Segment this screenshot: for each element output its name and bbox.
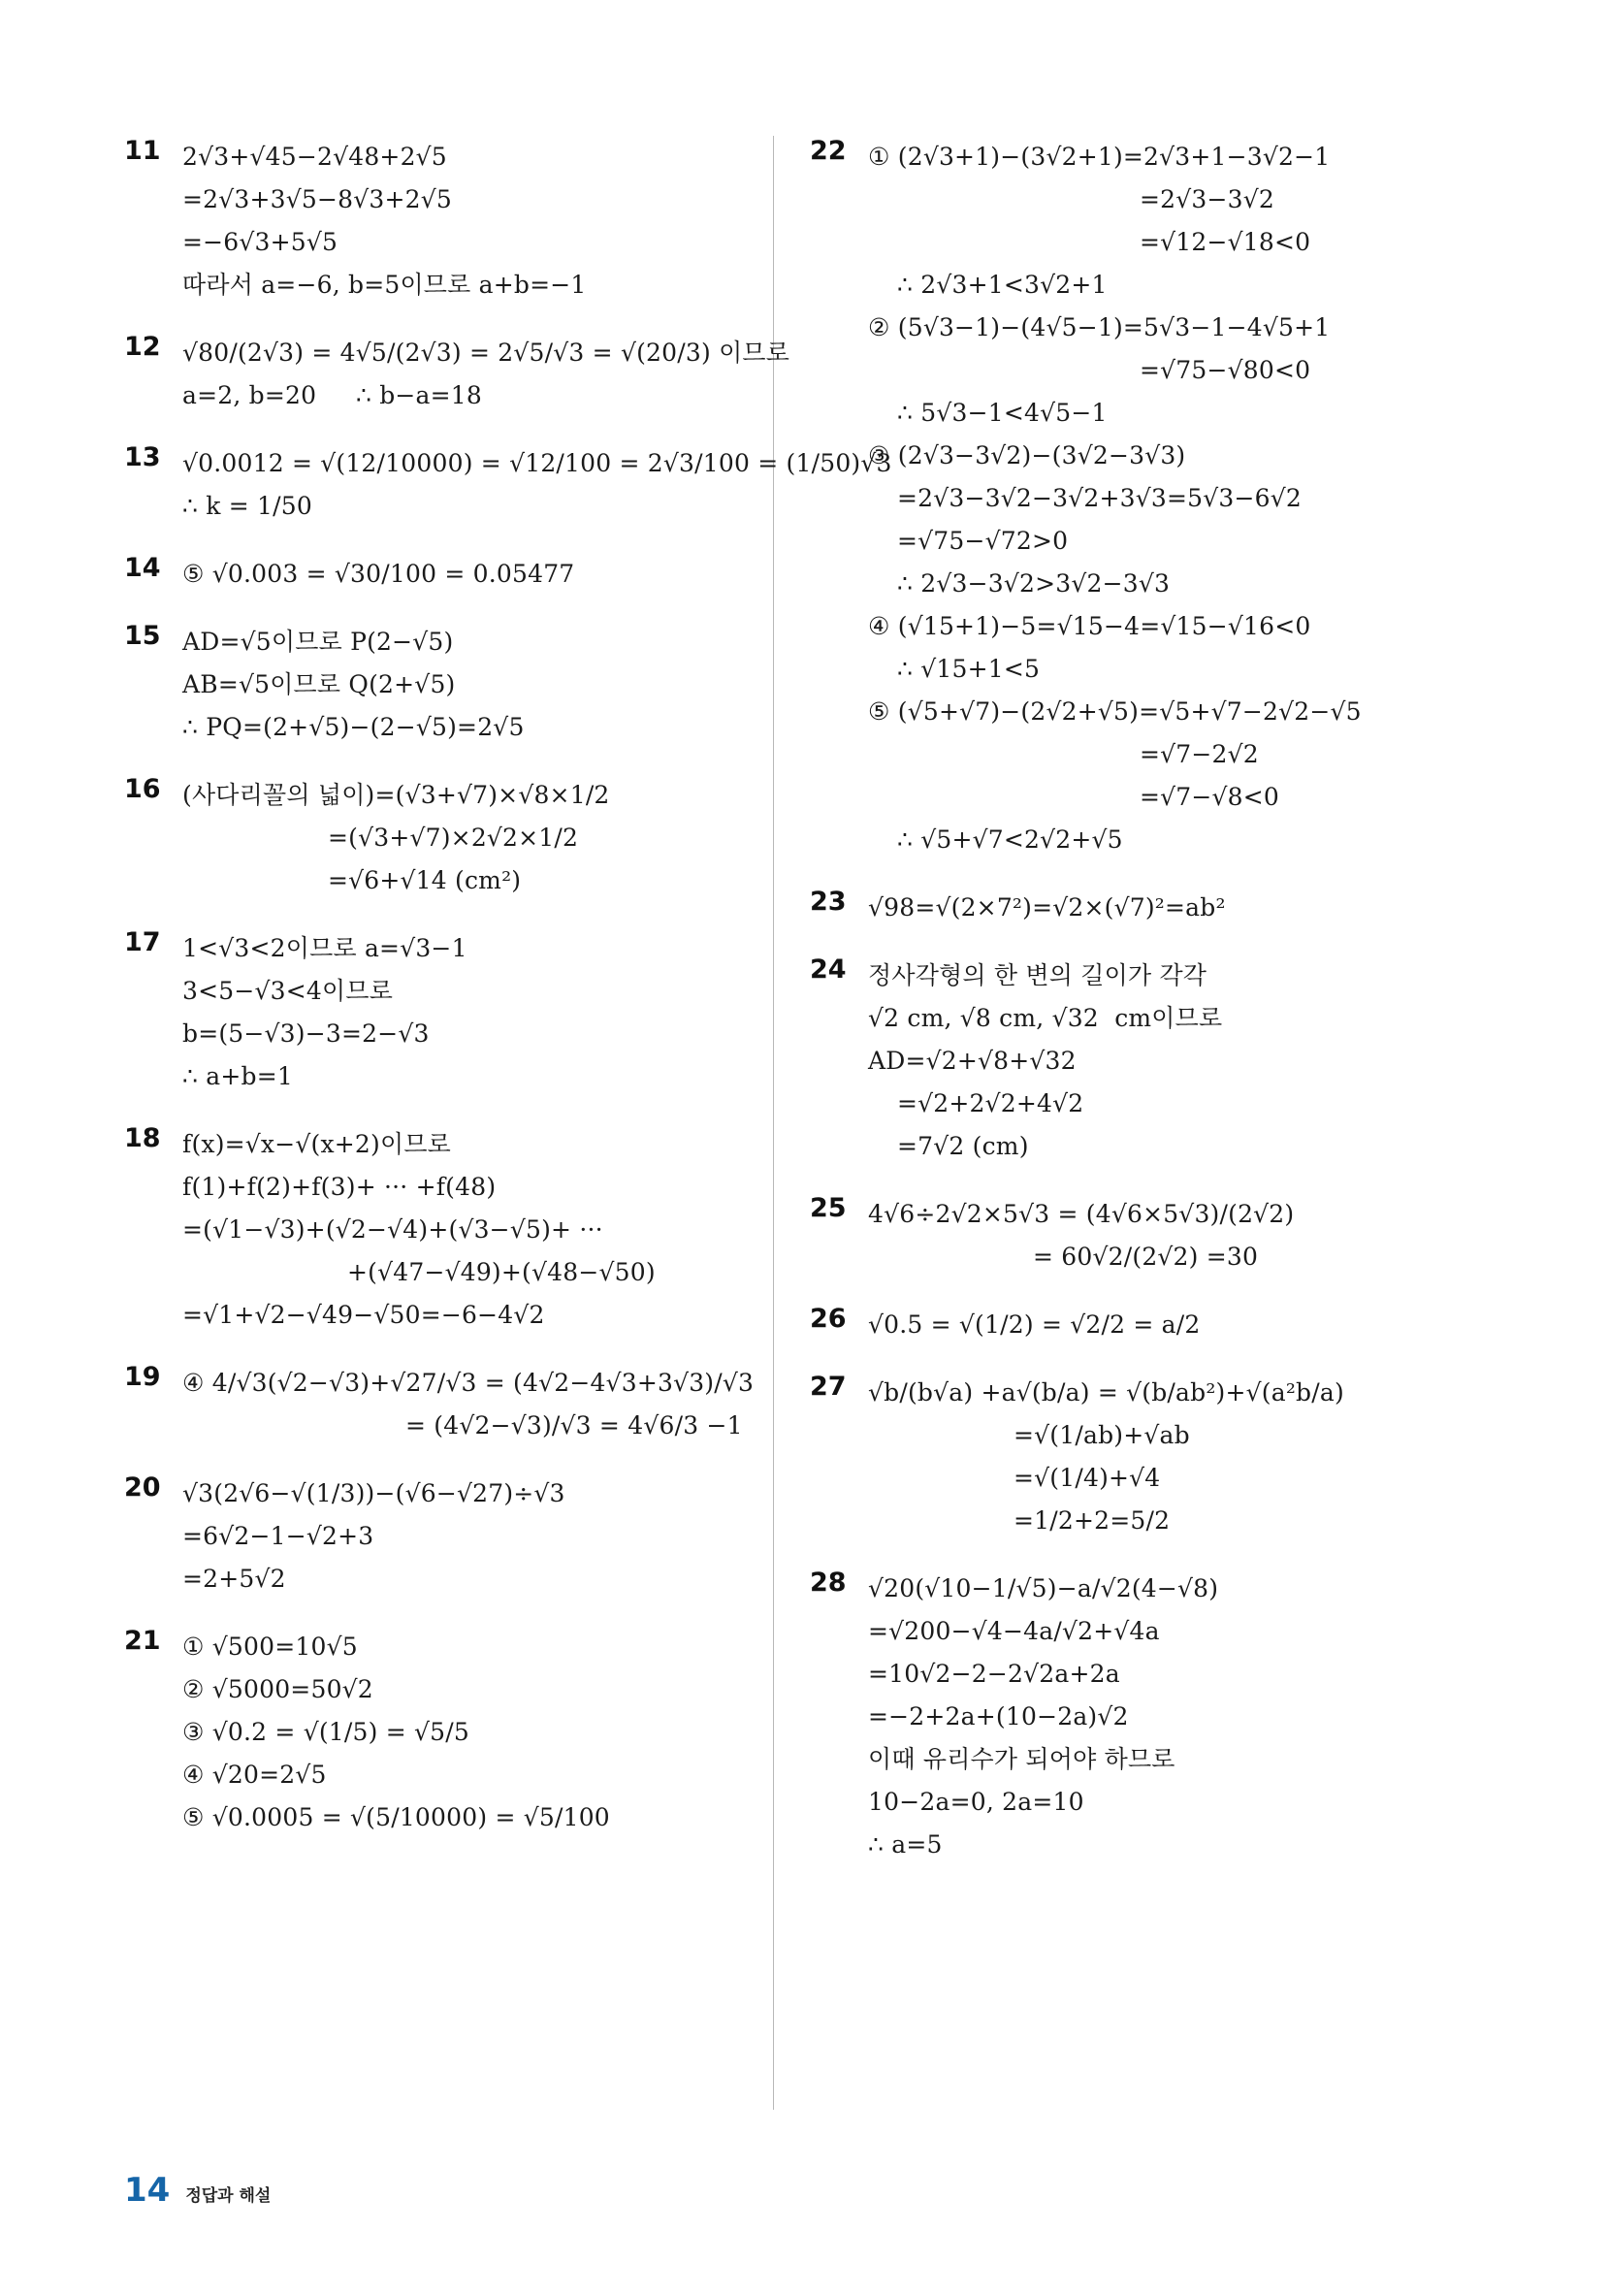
solution-line: =6√2−1−√2+3 [182, 1522, 374, 1550]
problem-15 [124, 621, 755, 749]
solution-line: ∴ a=5 [868, 1830, 943, 1859]
problem-16 [124, 774, 755, 902]
solution-line: = 60√2/(2√2) =30 [1033, 1243, 1259, 1271]
solution-line: +(√47−√49)+(√48−√50) [347, 1258, 656, 1286]
solution-line: AB=√5이므로 Q(2+√5) [182, 670, 456, 698]
problem-14 [124, 553, 755, 596]
problem-number: 12 [124, 332, 161, 362]
problem-number: 21 [124, 1626, 161, 1656]
solution-line: √0.5 = √(1/2) = √2/2 = a/2 [868, 1310, 1201, 1339]
solution-line: √80/(2√3) = 4√5/(2√3) = 2√5/√3 = √(20/3) 이므로 [182, 339, 790, 367]
solution-line: =2√3+3√5−8√3+2√5 [182, 185, 452, 213]
solution-line: AD=√2+√8+√32 [868, 1047, 1077, 1075]
footer-label: 정답과 해설 [185, 2186, 272, 2206]
solution-line: ① √500=10√5 [182, 1633, 358, 1661]
problem-12 [124, 332, 790, 417]
problem-22 [810, 136, 1508, 861]
problem-number: 25 [810, 1193, 847, 1223]
problem-19 [124, 1362, 755, 1447]
solution-line: =−2+2a+(10−2a)√2 [868, 1702, 1129, 1730]
solution-line: 10−2a=0, 2a=10 [868, 1788, 1084, 1816]
problem-number: 20 [124, 1472, 161, 1503]
solution-line: √2 cm, √8 cm, √32 cm이므로 [868, 1004, 1223, 1032]
solution-line: = (4√2−√3)/√3 = 4√6/3 −1 [405, 1411, 743, 1439]
solution-line: √3(2√6−√(1/3))−(√6−√27)÷√3 [182, 1479, 565, 1507]
problem-number: 18 [124, 1123, 161, 1153]
solution-line: =2+5√2 [182, 1565, 286, 1593]
solution-line: ∴ PQ=(2+√5)−(2−√5)=2√5 [182, 713, 525, 741]
solution-line: 이때 유리수가 되어야 하므로 [868, 1745, 1175, 1773]
problem-21 [124, 1626, 755, 1839]
solution-line: ⑤ (√5+√7)−(2√2+√5)=√5+√7−2√2−√5 [868, 697, 1362, 726]
solution-line: ② √5000=50√2 [182, 1675, 373, 1703]
problem-number: 14 [124, 553, 161, 583]
problem-number: 19 [124, 1362, 161, 1392]
problem-number: 17 [124, 927, 161, 957]
solution-line: =√1+√2−√49−√50=−6−4√2 [182, 1301, 545, 1329]
solution-line: a=2, b=20 ∴ b−a=18 [182, 381, 483, 409]
problem-18 [124, 1123, 755, 1337]
solution-line: ∴ a+b=1 [182, 1062, 293, 1090]
problem-28 [810, 1568, 1508, 1866]
solution-line: √0.0012 = √(12/10000) = √12/100 = 2√3/100 = (1/50)√3 [182, 449, 892, 477]
solution-line: ② (5√3−1)−(4√5−1)=5√3−1−4√5+1 [868, 313, 1331, 341]
solution-line: ⑤ √0.003 = √30/100 = 0.05477 [182, 560, 575, 588]
problem-number: 24 [810, 954, 847, 985]
solution-line: =√200−√4−4a/√2+√4a [868, 1617, 1160, 1645]
solution-line: √20(√10−1/√5)−a/√2(4−√8) [868, 1574, 1219, 1602]
problem-23 [810, 887, 1508, 929]
solution-line: ∴ 2√3+1<3√2+1 [897, 271, 1108, 299]
solution-line: =1/2+2=5/2 [1014, 1506, 1171, 1535]
solution-line: =√2+2√2+4√2 [897, 1089, 1084, 1117]
problem-25 [810, 1193, 1508, 1278]
solution-line: ④ √20=2√5 [182, 1761, 327, 1789]
solution-line: AD=√5이므로 P(2−√5) [182, 628, 454, 656]
problem-number: 22 [810, 136, 847, 166]
solution-line: =√7−√8<0 [1140, 783, 1280, 811]
problem-number: 26 [810, 1304, 847, 1334]
problem-number: 27 [810, 1372, 847, 1402]
solution-line: 1<√3<2이므로 a=√3−1 [182, 934, 467, 962]
solution-line: ∴ 2√3−3√2>3√2−3√3 [897, 569, 1171, 598]
solution-line: √98=√(2×7²)=√2×(√7)²=ab² [868, 893, 1226, 922]
solution-line: =√(1/4)+√4 [1014, 1464, 1161, 1492]
problem-number: 28 [810, 1568, 847, 1598]
problem-26 [810, 1304, 1508, 1346]
solution-line: =√(1/ab)+√ab [1014, 1421, 1190, 1449]
problem-13 [124, 442, 892, 528]
solution-line: 따라서 a=−6, b=5이므로 a+b=−1 [182, 271, 587, 299]
problem-11 [124, 136, 755, 307]
problem-number: 15 [124, 621, 161, 651]
solution-line: ④ (√15+1)−5=√15−4=√15−√16<0 [868, 612, 1311, 640]
solution-line: =√75−√72>0 [897, 527, 1069, 555]
problem-number: 13 [124, 442, 161, 472]
problem-20 [124, 1472, 755, 1601]
solution-line: =√75−√80<0 [1140, 356, 1311, 384]
page-number: 14 [124, 2171, 171, 2210]
problem-number: 23 [810, 887, 847, 917]
problem-number: 16 [124, 774, 161, 804]
left-column [124, 136, 892, 1864]
problem-17 [124, 927, 755, 1098]
solution-line: ∴ √5+√7<2√2+√5 [897, 825, 1123, 854]
solution-line: 정사각형의 한 변의 길이가 각각 [868, 961, 1207, 989]
solution-line: =−6√3+5√5 [182, 228, 338, 256]
solution-line: ④ 4/√3(√2−√3)+√27/√3 = (4√2−4√3+3√3)/√3 [182, 1369, 755, 1397]
solution-line: 4√6÷2√2×5√3 = (4√6×5√3)/(2√2) [868, 1200, 1295, 1228]
solution-line: ∴ √15+1<5 [897, 655, 1041, 683]
solution-line: =√12−√18<0 [1140, 228, 1311, 256]
solution-line: (사다리꼴의 넓이)=(√3+√7)×√8×1/2 [182, 781, 610, 809]
solution-line: ③ √0.2 = √(1/5) = √5/5 [182, 1718, 469, 1746]
solution-line: =2√3−3√2 [1140, 185, 1274, 213]
solution-line: ⑤ √0.0005 = √(5/10000) = √5/100 [182, 1803, 610, 1831]
solution-line: 2√3+√45−2√48+2√5 [182, 143, 447, 171]
column-divider [773, 136, 774, 2110]
solution-line: b=(5−√3)−3=2−√3 [182, 1019, 430, 1048]
solution-line: =(√1−√3)+(√2−√4)+(√3−√5)+ ··· [182, 1215, 603, 1244]
solution-line: ∴ k = 1/50 [182, 492, 312, 520]
solution-line: =(√3+√7)×2√2×1/2 [328, 824, 579, 852]
solution-line: f(1)+f(2)+f(3)+ ··· +f(48) [182, 1173, 497, 1201]
solution-line: =√7−2√2 [1140, 740, 1259, 768]
solution-line: ∴ 5√3−1<4√5−1 [897, 399, 1108, 427]
solution-line: ① (2√3+1)−(3√2+1)=2√3+1−3√2−1 [868, 143, 1331, 171]
page-footer [124, 2171, 271, 2210]
right-column [810, 136, 1508, 1892]
solution-line: 3<5−√3<4이므로 [182, 977, 394, 1005]
solution-line: √b/(b√a) +a√(b/a) = √(b/ab²)+√(a²b/a) [868, 1378, 1344, 1407]
problem-27 [810, 1372, 1508, 1542]
solution-line: =10√2−2−2√2a+2a [868, 1660, 1120, 1688]
solution-line: =2√3−3√2−3√2+3√3=5√3−6√2 [897, 484, 1302, 512]
solution-line: f(x)=√x−√(x+2)이므로 [182, 1130, 452, 1158]
problem-24 [810, 954, 1508, 1168]
solution-line: =√6+√14 (cm²) [328, 866, 522, 894]
solution-line: ③ (2√3−3√2)−(3√2−3√3) [868, 441, 1186, 469]
solution-line: =7√2 (cm) [897, 1132, 1029, 1160]
problem-number: 11 [124, 136, 161, 166]
